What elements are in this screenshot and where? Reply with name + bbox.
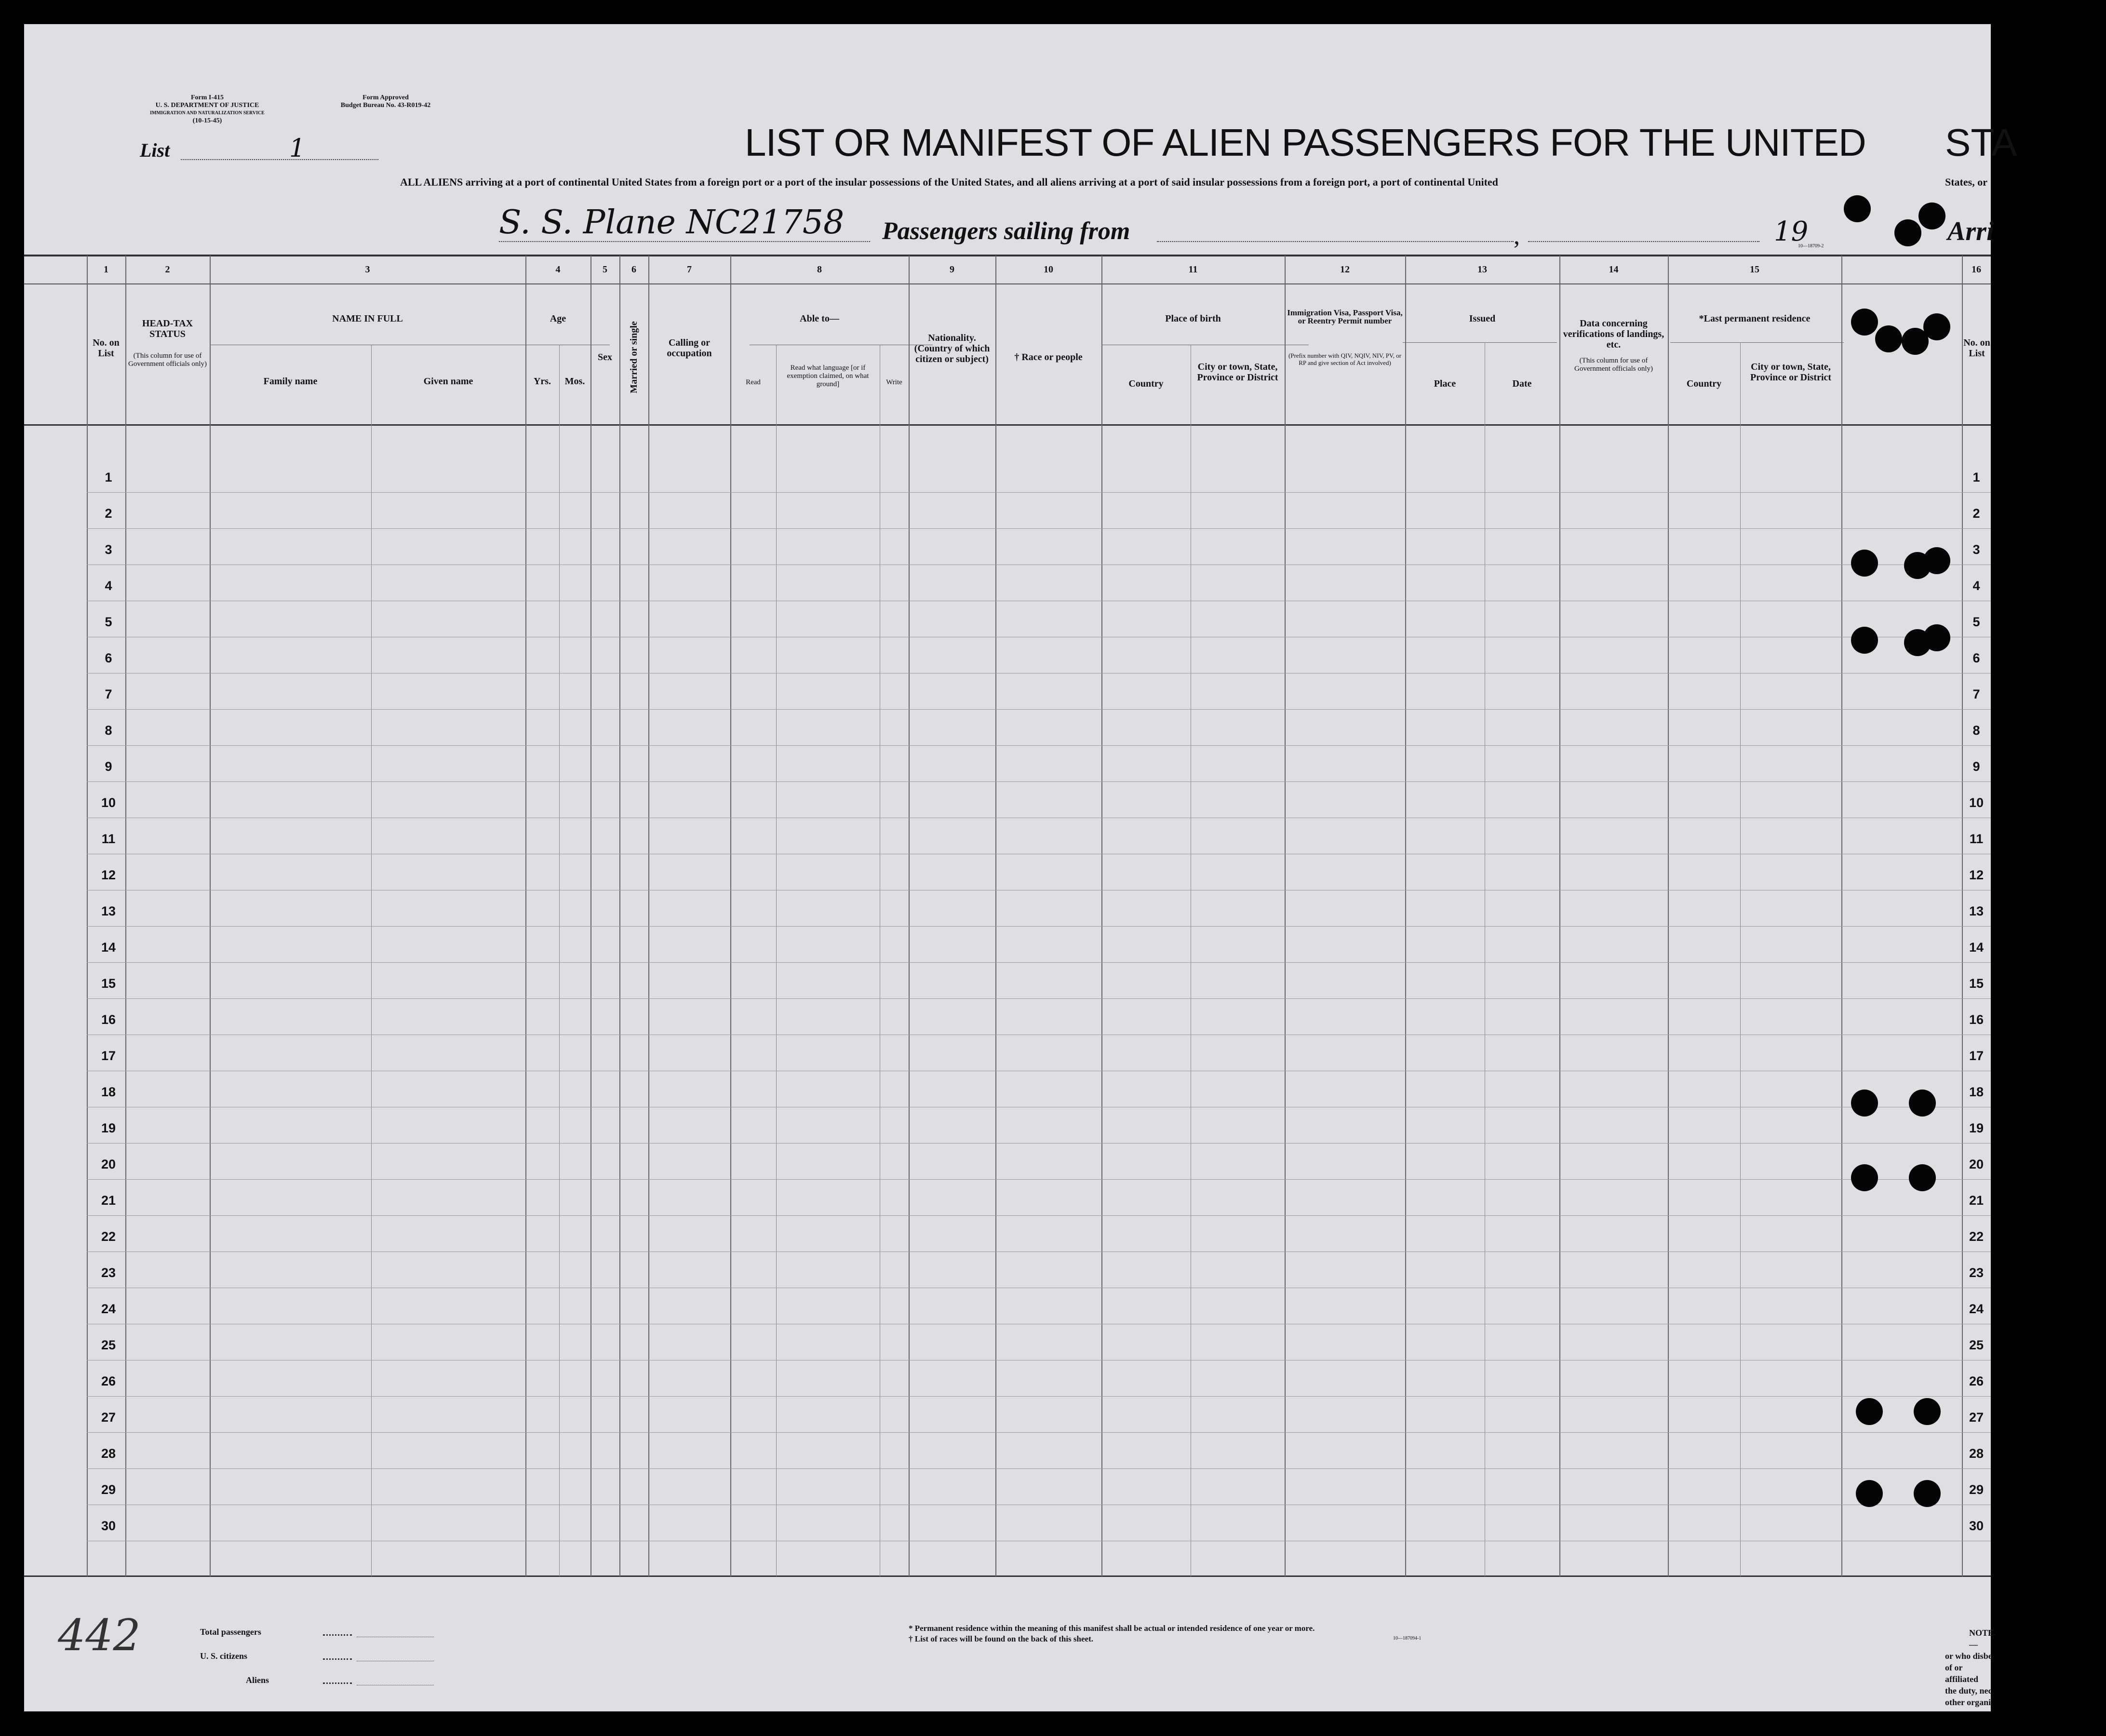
header-visa: Immigration Visa, Passport Visa, or Reentry Permit number	[1287, 308, 1403, 325]
table-row	[87, 1179, 1991, 1180]
col-num-3: 3	[365, 264, 370, 275]
row-number-right: 1	[1972, 470, 1980, 484]
row-number-right: 25	[1969, 1338, 1984, 1352]
col-line-4	[525, 256, 526, 1576]
list-underline	[181, 159, 378, 160]
row-number-right: 13	[1969, 904, 1984, 918]
row-number-left: 27	[101, 1410, 116, 1425]
row-number-right: 29	[1969, 1482, 1984, 1497]
footnote-residence: * Permanent residence within the meaning of this manifest shall be actual or intended residence of one year or more.	[909, 1624, 1315, 1633]
right-note-line: or who disbe	[1945, 1651, 1992, 1661]
punch-hole	[1923, 547, 1950, 574]
row-number-left: 22	[101, 1229, 116, 1244]
row-number-right: 18	[1969, 1085, 1984, 1099]
table-row	[87, 1143, 1991, 1144]
comma: ,	[1514, 222, 1520, 250]
col-num-6: 6	[631, 264, 636, 275]
sailing-label: Passengers sailing from	[882, 217, 1130, 245]
date-blank	[1528, 241, 1759, 242]
table-row	[87, 962, 1991, 963]
col-line-11	[1101, 256, 1102, 1576]
punch-hole	[1918, 202, 1945, 229]
col-line-14	[1559, 256, 1560, 1576]
table-bottom-border	[24, 1575, 1991, 1577]
col-num-4: 4	[555, 264, 561, 275]
row-number-left: 15	[101, 976, 116, 991]
form-info	[145, 94, 270, 125]
header-no-on-list: No. on List	[93, 337, 120, 359]
print-code: 10—18709-2	[1798, 243, 1824, 249]
row-number-left: 28	[101, 1446, 116, 1461]
table-row	[87, 1468, 1991, 1469]
header-age: Age	[550, 313, 566, 324]
punch-hole	[1851, 1090, 1878, 1117]
col-line-mos	[559, 345, 560, 1576]
punch-hole	[1923, 624, 1950, 651]
header-yrs: Yrs.	[533, 376, 551, 387]
header-mos: Mos.	[564, 376, 585, 387]
header-res-country: Country	[1686, 378, 1722, 389]
row-number-right: 20	[1969, 1157, 1984, 1171]
col-num-15: 15	[1750, 264, 1759, 275]
col-line-12	[1285, 256, 1286, 1576]
header-head-tax-note: (This column for use of Government officials only)	[128, 352, 207, 368]
header-no-on-list-right: No. on List	[1963, 337, 1990, 359]
row-number-right: 16	[1969, 1012, 1984, 1027]
col-num-9: 9	[950, 264, 954, 275]
col-line-read-what	[776, 345, 777, 1576]
approved-text: Form Approved	[362, 94, 409, 101]
row-number-left: 7	[105, 687, 112, 701]
row-number-right: 21	[1969, 1193, 1984, 1208]
header-calling: Calling or occupation	[667, 337, 712, 359]
col-line-3	[210, 256, 211, 1576]
subtitle-continued: States, or	[1945, 176, 1987, 188]
row-number-left: 6	[105, 651, 112, 665]
col-line-10	[995, 256, 996, 1576]
col-num-7: 7	[687, 264, 692, 275]
header-race: † Race or people	[1014, 352, 1083, 363]
table-row	[87, 1432, 1991, 1433]
row-number-left: 14	[101, 940, 116, 955]
footer-dots	[323, 1682, 352, 1684]
footer-total-label: Total passengers	[200, 1627, 261, 1637]
header-married: Married or single	[629, 321, 639, 393]
punch-hole	[1914, 1480, 1941, 1507]
row-number-right: 19	[1969, 1121, 1984, 1135]
col-line-13	[1405, 256, 1406, 1576]
punch-hole	[1851, 550, 1878, 577]
sailing-from-blank	[1157, 241, 1514, 242]
col-num-14: 14	[1609, 264, 1619, 275]
row-number-right: 28	[1969, 1446, 1984, 1461]
header-sex: Sex	[598, 352, 612, 363]
col-num-16: 16	[1972, 264, 1981, 275]
col-line-6	[619, 256, 620, 1576]
row-number-left: 3	[105, 542, 112, 557]
margin-number: 442	[58, 1610, 141, 1661]
footnote-races: † List of races will be found on the back of this sheet.	[909, 1634, 1093, 1643]
table-row	[87, 492, 1991, 493]
col-line-res-city	[1740, 342, 1741, 1576]
header-name-in-full: NAME IN FULL	[332, 313, 403, 324]
row-number-right: 14	[1969, 940, 1984, 955]
year-prefix: 19	[1774, 216, 1809, 247]
row-number-left: 1	[105, 470, 112, 484]
row-number-left: 21	[101, 1193, 116, 1208]
col-line-5	[590, 256, 591, 1576]
right-note-line: NOTE.—	[1969, 1628, 1996, 1649]
row-number-left: 17	[101, 1049, 116, 1063]
list-number: 1	[289, 134, 306, 163]
list-label: List	[140, 139, 170, 161]
col-line-2	[125, 256, 126, 1576]
punch-hole	[1875, 325, 1902, 352]
header-data-note: (This column for use of Government officials only)	[1574, 357, 1653, 373]
row-number-left: 24	[101, 1302, 116, 1316]
residence-subheader-line	[1670, 342, 1844, 343]
row-number-left: 25	[101, 1338, 116, 1352]
header-write: Write	[886, 378, 902, 386]
row-number-left: 23	[101, 1265, 116, 1280]
header-able-to: Able to—	[800, 313, 839, 324]
header-head-tax: HEAD-TAX STATUS	[142, 318, 193, 339]
header-birth-city: City or town, State, Province or District	[1197, 362, 1278, 383]
header-issued: Issued	[1469, 313, 1496, 324]
row-number-left: 9	[105, 759, 112, 774]
subtitle: ALL ALIENS arriving at a port of continental United States from a foreign port or a port of the insular possessions of the United States, and all aliens arriving at a port of said insular possessions from a foreign port, a port of continental United	[400, 176, 1498, 188]
row-number-right: 27	[1969, 1410, 1984, 1425]
header-last-residence: *Last permanent residence	[1699, 313, 1811, 324]
form-date: (10-15-45)	[192, 117, 222, 124]
row-number-left: 10	[101, 795, 116, 810]
col-num-5: 5	[603, 264, 607, 275]
table-row	[87, 528, 1991, 529]
header-bottom-border	[24, 424, 1991, 426]
punch-hole	[1844, 195, 1871, 222]
footer-dots	[323, 1658, 352, 1660]
col-line-15	[1668, 256, 1669, 1576]
page-title: LIST OR MANIFEST OF ALIEN PASSENGERS FOR THE UNITED	[745, 121, 1866, 164]
row-number-left: 19	[101, 1121, 116, 1135]
right-note-line: the duty, nec	[1945, 1686, 1992, 1696]
row-number-left: 5	[105, 615, 112, 629]
col-num-11: 11	[1188, 264, 1198, 275]
punch-hole	[1909, 1090, 1936, 1117]
row-number-right: 7	[1972, 687, 1980, 701]
page-title-continued: STA	[1945, 121, 2017, 164]
header-read-what: Read what language [or if exemption claimed, on what ground]	[787, 364, 869, 388]
row-number-right: 30	[1969, 1519, 1984, 1533]
header-given-name: Given name	[423, 376, 473, 387]
right-note-line: of or affiliated	[1945, 1663, 1978, 1684]
punch-hole	[1851, 309, 1878, 336]
header-issued-place: Place	[1434, 378, 1456, 389]
row-number-left: 29	[101, 1482, 116, 1497]
row-number-left: 20	[101, 1157, 116, 1171]
col-num-1: 1	[104, 264, 108, 275]
punch-hole	[1851, 627, 1878, 654]
row-number-right: 24	[1969, 1302, 1984, 1316]
footer-print-code: 10—187094-1	[1393, 1636, 1422, 1641]
row-number-right: 11	[1969, 832, 1984, 846]
row-number-left: 18	[101, 1085, 116, 1099]
header-birth-country: Country	[1128, 378, 1164, 389]
right-note	[1945, 1627, 1996, 1708]
table-row	[87, 1215, 1991, 1216]
table-row	[87, 998, 1991, 999]
punch-hole	[1909, 1164, 1936, 1191]
header-res-city: City or town, State, Province or District	[1750, 362, 1832, 383]
vessel-name: S. S. Plane NC21758	[499, 203, 845, 242]
header-read: Read	[746, 378, 761, 386]
footer-dots	[323, 1634, 352, 1636]
table-row	[87, 1396, 1991, 1397]
row-number-left: 30	[101, 1519, 116, 1533]
header-nationality: Nationality. (Country of which citizen or subject)	[914, 333, 990, 364]
header-place-of-birth: Place of birth	[1165, 313, 1221, 324]
row-number-right: 8	[1972, 723, 1980, 738]
department: U. S. DEPARTMENT OF JUSTICE	[155, 102, 259, 109]
punch-hole	[1902, 328, 1929, 355]
row-number-right: 23	[1969, 1265, 1984, 1280]
issued-subheader-line	[1403, 342, 1557, 343]
row-number-right: 4	[1972, 579, 1980, 593]
column-number-divider	[24, 283, 1991, 284]
col-line-16	[1962, 256, 1963, 1576]
table-row	[87, 709, 1991, 710]
row-number-right: 3	[1972, 542, 1980, 557]
col-line-9	[909, 256, 910, 1576]
col-line-1	[87, 256, 88, 1576]
vessel-underline	[499, 241, 870, 242]
service: IMMIGRATION AND NATURALIZATION SERVICE	[150, 110, 265, 116]
manifest-sheet	[24, 24, 2017, 1711]
row-number-left: 11	[101, 832, 116, 846]
footer-citizens-label: U. S. citizens	[200, 1651, 247, 1661]
col-num-10: 10	[1044, 264, 1053, 275]
budget-number: Budget Bureau No. 43-R019-42	[340, 102, 431, 109]
row-number-right: 22	[1969, 1229, 1984, 1244]
row-number-left: 12	[101, 868, 116, 882]
row-number-left: 16	[101, 1012, 116, 1027]
form-approval	[323, 94, 448, 109]
punch-hole	[1856, 1398, 1883, 1425]
row-number-right: 26	[1969, 1374, 1984, 1388]
col-line-given	[371, 345, 372, 1576]
table-row	[87, 926, 1991, 927]
header-issued-date: Date	[1512, 378, 1532, 389]
arriving-label: Arri	[1947, 216, 1994, 246]
col-num-13: 13	[1477, 264, 1487, 275]
row-number-right: 5	[1972, 615, 1980, 629]
header-family-name: Family name	[263, 376, 318, 387]
col-line-8	[730, 256, 731, 1576]
form-number: Form I-415	[190, 94, 224, 101]
row-number-right: 17	[1969, 1049, 1984, 1063]
table-row	[87, 745, 1991, 746]
col-num-8: 8	[817, 264, 822, 275]
col-num-2: 2	[165, 264, 170, 275]
table-top-border	[24, 255, 1991, 256]
row-number-right: 12	[1969, 868, 1984, 882]
col-num-12: 12	[1340, 264, 1350, 275]
row-number-left: 13	[101, 904, 116, 918]
row-number-left: 26	[101, 1374, 116, 1388]
row-number-left: 2	[105, 506, 112, 521]
header-data-concerning: Data concerning verifications of landings, etc.	[1563, 318, 1664, 350]
punch-hole	[1856, 1480, 1883, 1507]
punch-hole	[1894, 219, 1921, 246]
row-number-left: 8	[105, 723, 112, 738]
col-line-7	[648, 256, 649, 1576]
row-number-right: 10	[1969, 795, 1984, 810]
row-number-right: 2	[1972, 506, 1980, 521]
punch-hole	[1851, 1164, 1878, 1191]
header-visa-note: (Prefix number with QIV, NQIV, NIV, PV, or RP and give section of Act involved)	[1288, 352, 1402, 366]
right-note-line: other organi	[1945, 1697, 1991, 1707]
row-number-right: 15	[1969, 976, 1984, 991]
row-number-left: 4	[105, 579, 112, 593]
footer-aliens-label: Aliens	[246, 1675, 269, 1685]
row-number-right: 6	[1972, 651, 1980, 665]
col-line-holes	[1841, 256, 1842, 1576]
table-row	[87, 781, 1991, 782]
row-number-right: 9	[1972, 759, 1980, 774]
punch-hole	[1914, 1398, 1941, 1425]
